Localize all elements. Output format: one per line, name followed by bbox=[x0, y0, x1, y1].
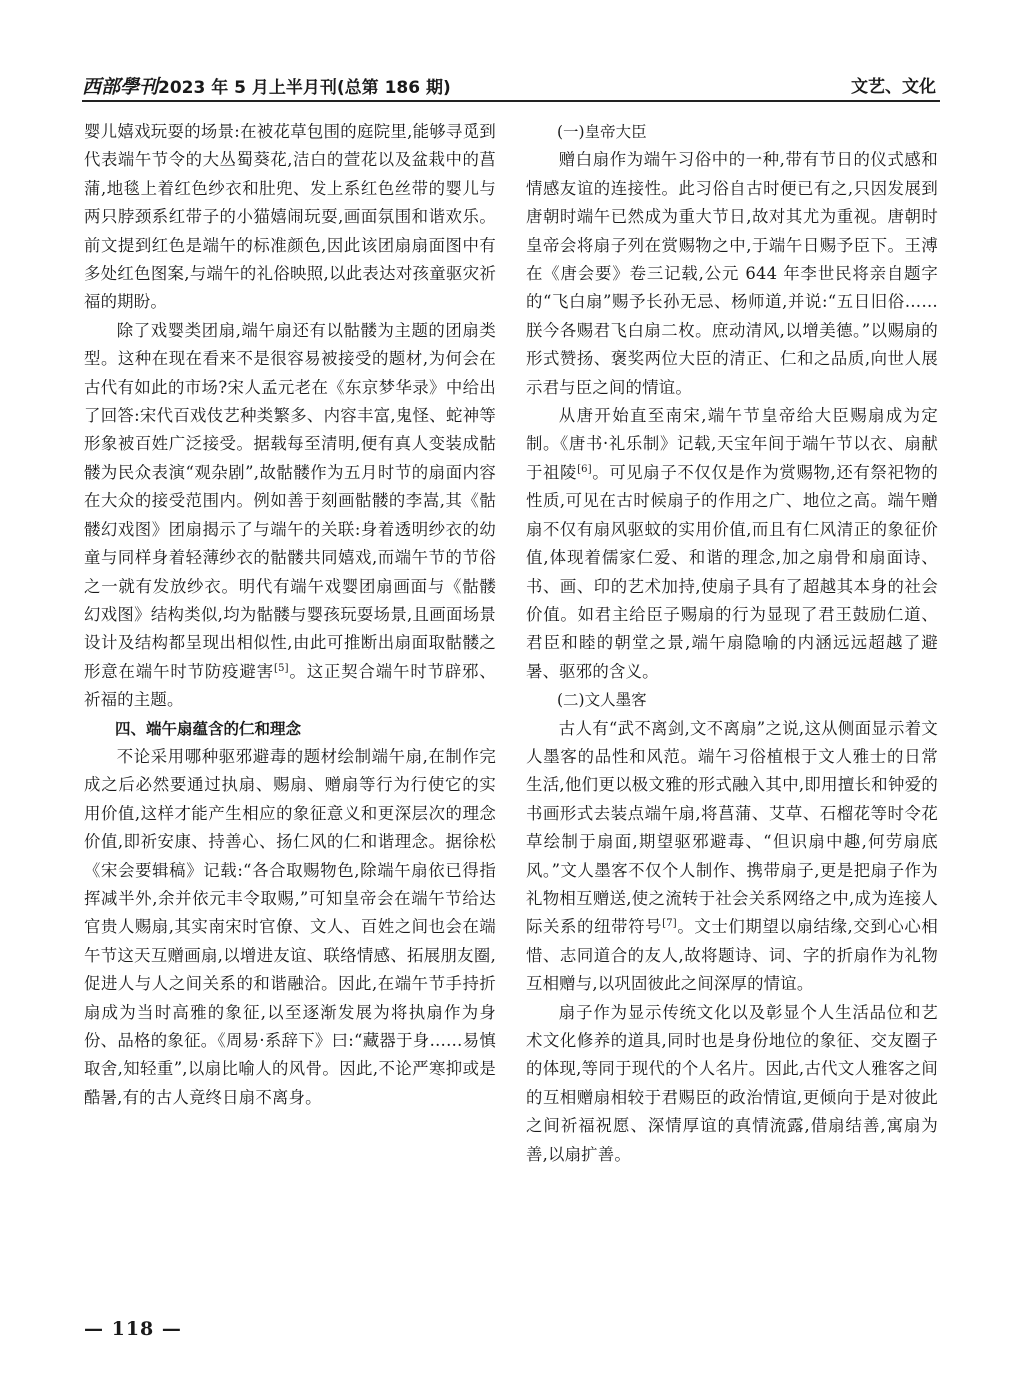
journal-masthead bbox=[82, 72, 451, 99]
section-heading: 四、端午扇蕴含的仁和理念 bbox=[115, 719, 302, 738]
paragraph: 扇子作为显示传统文化以及彰显个人生活品位和艺术文化修养的道具,同时也是身份地位的象征、交友圈子的体现,等同于现代的个人名片。因此,古代文人雅客之间的互相赠扇相较于君赐臣的政治情谊,更倾向于是对彼此之间祈福祝愿、深情厚谊的真情流露,借扇结善,寓扇为善,以扇扩善。 bbox=[526, 1002, 938, 1164]
paragraph-text: 古人有“武不离剑,文不离扇”之说,这从侧面显示着文人墨客的品性和风范。端午习俗植根于文人雅士的日常生活,他们更以极文雅的形式融入其中,即用擅长和钟爱的书画形式去装点端午扇,将菖蒲、艾草、石榴花等时令花草绘制于扇面,期望驱邪避毒、“但识扇中趣,何劳扇底风。”文人墨客不仅个人制作、携带扇子,更是把扇子作为礼物相互赠送,使之流转于社会关系网络之中,成为连接人际关系的纽带符号 bbox=[526, 718, 938, 937]
page-number: — 118 — bbox=[84, 1318, 182, 1340]
paragraph-text: 。可见扇子不仅仅是作为赏赐物,还有祭祀物的性质,可见在古时候扇子的作用之广、地位之高。端午赠扇不仅有扇风驱蚊的实用价值,而且有仁风清正的象征价值,体现着儒家仁爱、和谐的理念,加之扇骨和扇面诗、书、画、印的艺术加持,使扇子具有了超越其本身的社会价值。如君主给臣子赐扇的行为显现了君王鼓励仁道、君臣和睦的朝堂之景,端午扇隐喻的内涵远远超越了避暑、驱邪的含义。 bbox=[526, 462, 938, 681]
paragraph bbox=[84, 317, 496, 715]
paragraph bbox=[526, 715, 938, 999]
citation-ref: [5] bbox=[273, 662, 289, 674]
running-header bbox=[82, 70, 940, 102]
paragraph-text: 从唐开始直至南宋,端午节皇帝给大臣赐扇成为定制。《唐书·礼乐制》记载,天宝年间于端午节以衣、扇献于祖陵 bbox=[526, 406, 938, 482]
paragraph-text: 。文士们期望以扇结缘,交到心心相惜、志同道合的友人,故将题诗、词、字的折扇作为礼物互相赠与,以巩固彼此之间深厚的情谊。 bbox=[526, 917, 938, 994]
citation-ref: [6] bbox=[577, 463, 592, 475]
paragraph-text: 除了戏婴类团扇,端午扇还有以骷髅为主题的团扇类型。这种在现在看来不是很容易被接受的题材,为何会在古代有如此的市场?宋人孟元老在《东京梦华录》中给出了回答:宋代百戏伎艺种类繁多、内容丰富,鬼怪、蛇神等形象被百姓广泛接受。据载每至清明,便有真人变装成骷髅为民众表演“观杂剧”,故骷髅作为五月时节的扇面内容在大众的接受范围内。例如善于刻画骷髅的李嵩,其《骷髅幻戏图》团扇揭示了与端午的关联:身着透明纱衣的幼童与同样身着轻薄纱衣的骷髅共同嬉戏,而端午节的节俗之一就有发放纱衣。明代有端午戏婴团扇画面与《骷髅幻戏图》结构类似,均为骷髅与婴孩玩耍场景,且画面场景设计及结构都呈现出相似性,由此可推断出扇面取骷髅之形意在端午时节防疫避害 bbox=[84, 320, 496, 681]
paragraph bbox=[526, 402, 938, 686]
subsection-heading: (一)皇帝大臣 bbox=[557, 123, 647, 141]
left-column bbox=[84, 118, 496, 1112]
paragraph: 赠白扇作为端午习俗中的一种,带有节日的仪式感和情感友谊的连接性。此习俗自古时便已有之,只因发展到唐朝时端午已然成为重大节日,故对其尤为重视。唐朝时皇帝会将扇子列在赏赐物之中,于端午日赐予臣下。王溥在《唐会要》卷三记载,公元 644 年李世民将亲自题字的“飞白扇”赐予长孙无忌、杨师道,并说:“五日旧俗……朕今各赐君飞白扇二枚。庶动清风,以增美德。”以赐扇的形式赞扬、褒奖两位大臣的清正、仁和之品质,向世人展示君与臣之间的情谊。 bbox=[526, 150, 938, 397]
paragraph: 婴儿嬉戏玩耍的场景:在被花草包围的庭院里,能够寻觅到代表端午节令的大丛蜀葵花,洁白的萱花以及盆栽中的菖蒲,地毯上着红色纱衣和肚兜、发上系红色丝带的婴儿与两只脖颈系红带子的小猫嬉闹玩耍,画面氛围和谐欢乐。前文提到红色是端午的标准颜色,因此该团扇扇面图中有多处红色图案,与端午的礼俗映照,以此表达对孩童驱灾祈福的期盼。 bbox=[84, 122, 496, 312]
paragraph: 不论采用哪种驱邪避毒的题材绘制端午扇,在制作完成之后必然要通过执扇、赐扇、赠扇等行为行使它的实用价值,这样才能产生相应的象征意义和更深层次的理念价值,即祈安康、持善心、扬仁风的仁和谐理念。据徐松《宋会要辑稿》记载:“各合取赐物色,除端午扇依已得指挥减半外,余并依元丰令取赐,”可知皇帝会在端午节给达官贵人赐扇,其实南宋时官僚、文人、百姓之间也会在端午节这天互赠画扇,以增进友谊、联络情感、拓展朋友圈,促进人与人之间关系的和谐融洽。因此,在端午节手持折扇成为当时高雅的象征,以至逐渐发展为将执扇作为身份、品格的象征。《周易·系辞下》曰:“藏器于身……易慎取舍,知轻重”,以扇比喻人的风骨。因此,不论严寒抑或是酷暑,有的古人竟终日扇不离身。 bbox=[84, 746, 496, 1107]
right-column bbox=[526, 118, 938, 1169]
journal-logo: 西部學刊 bbox=[82, 76, 159, 98]
issue-info: 2023 年 5 月上半月刊(总第 186 期) bbox=[158, 78, 451, 98]
citation-ref: [7] bbox=[662, 918, 677, 930]
section-label: 文艺、文化 bbox=[851, 77, 936, 97]
subsection-heading: (二)文人墨客 bbox=[557, 691, 647, 710]
paragraph-text: 。这正契合端午时节辟邪、祈福的主题。 bbox=[84, 661, 496, 710]
